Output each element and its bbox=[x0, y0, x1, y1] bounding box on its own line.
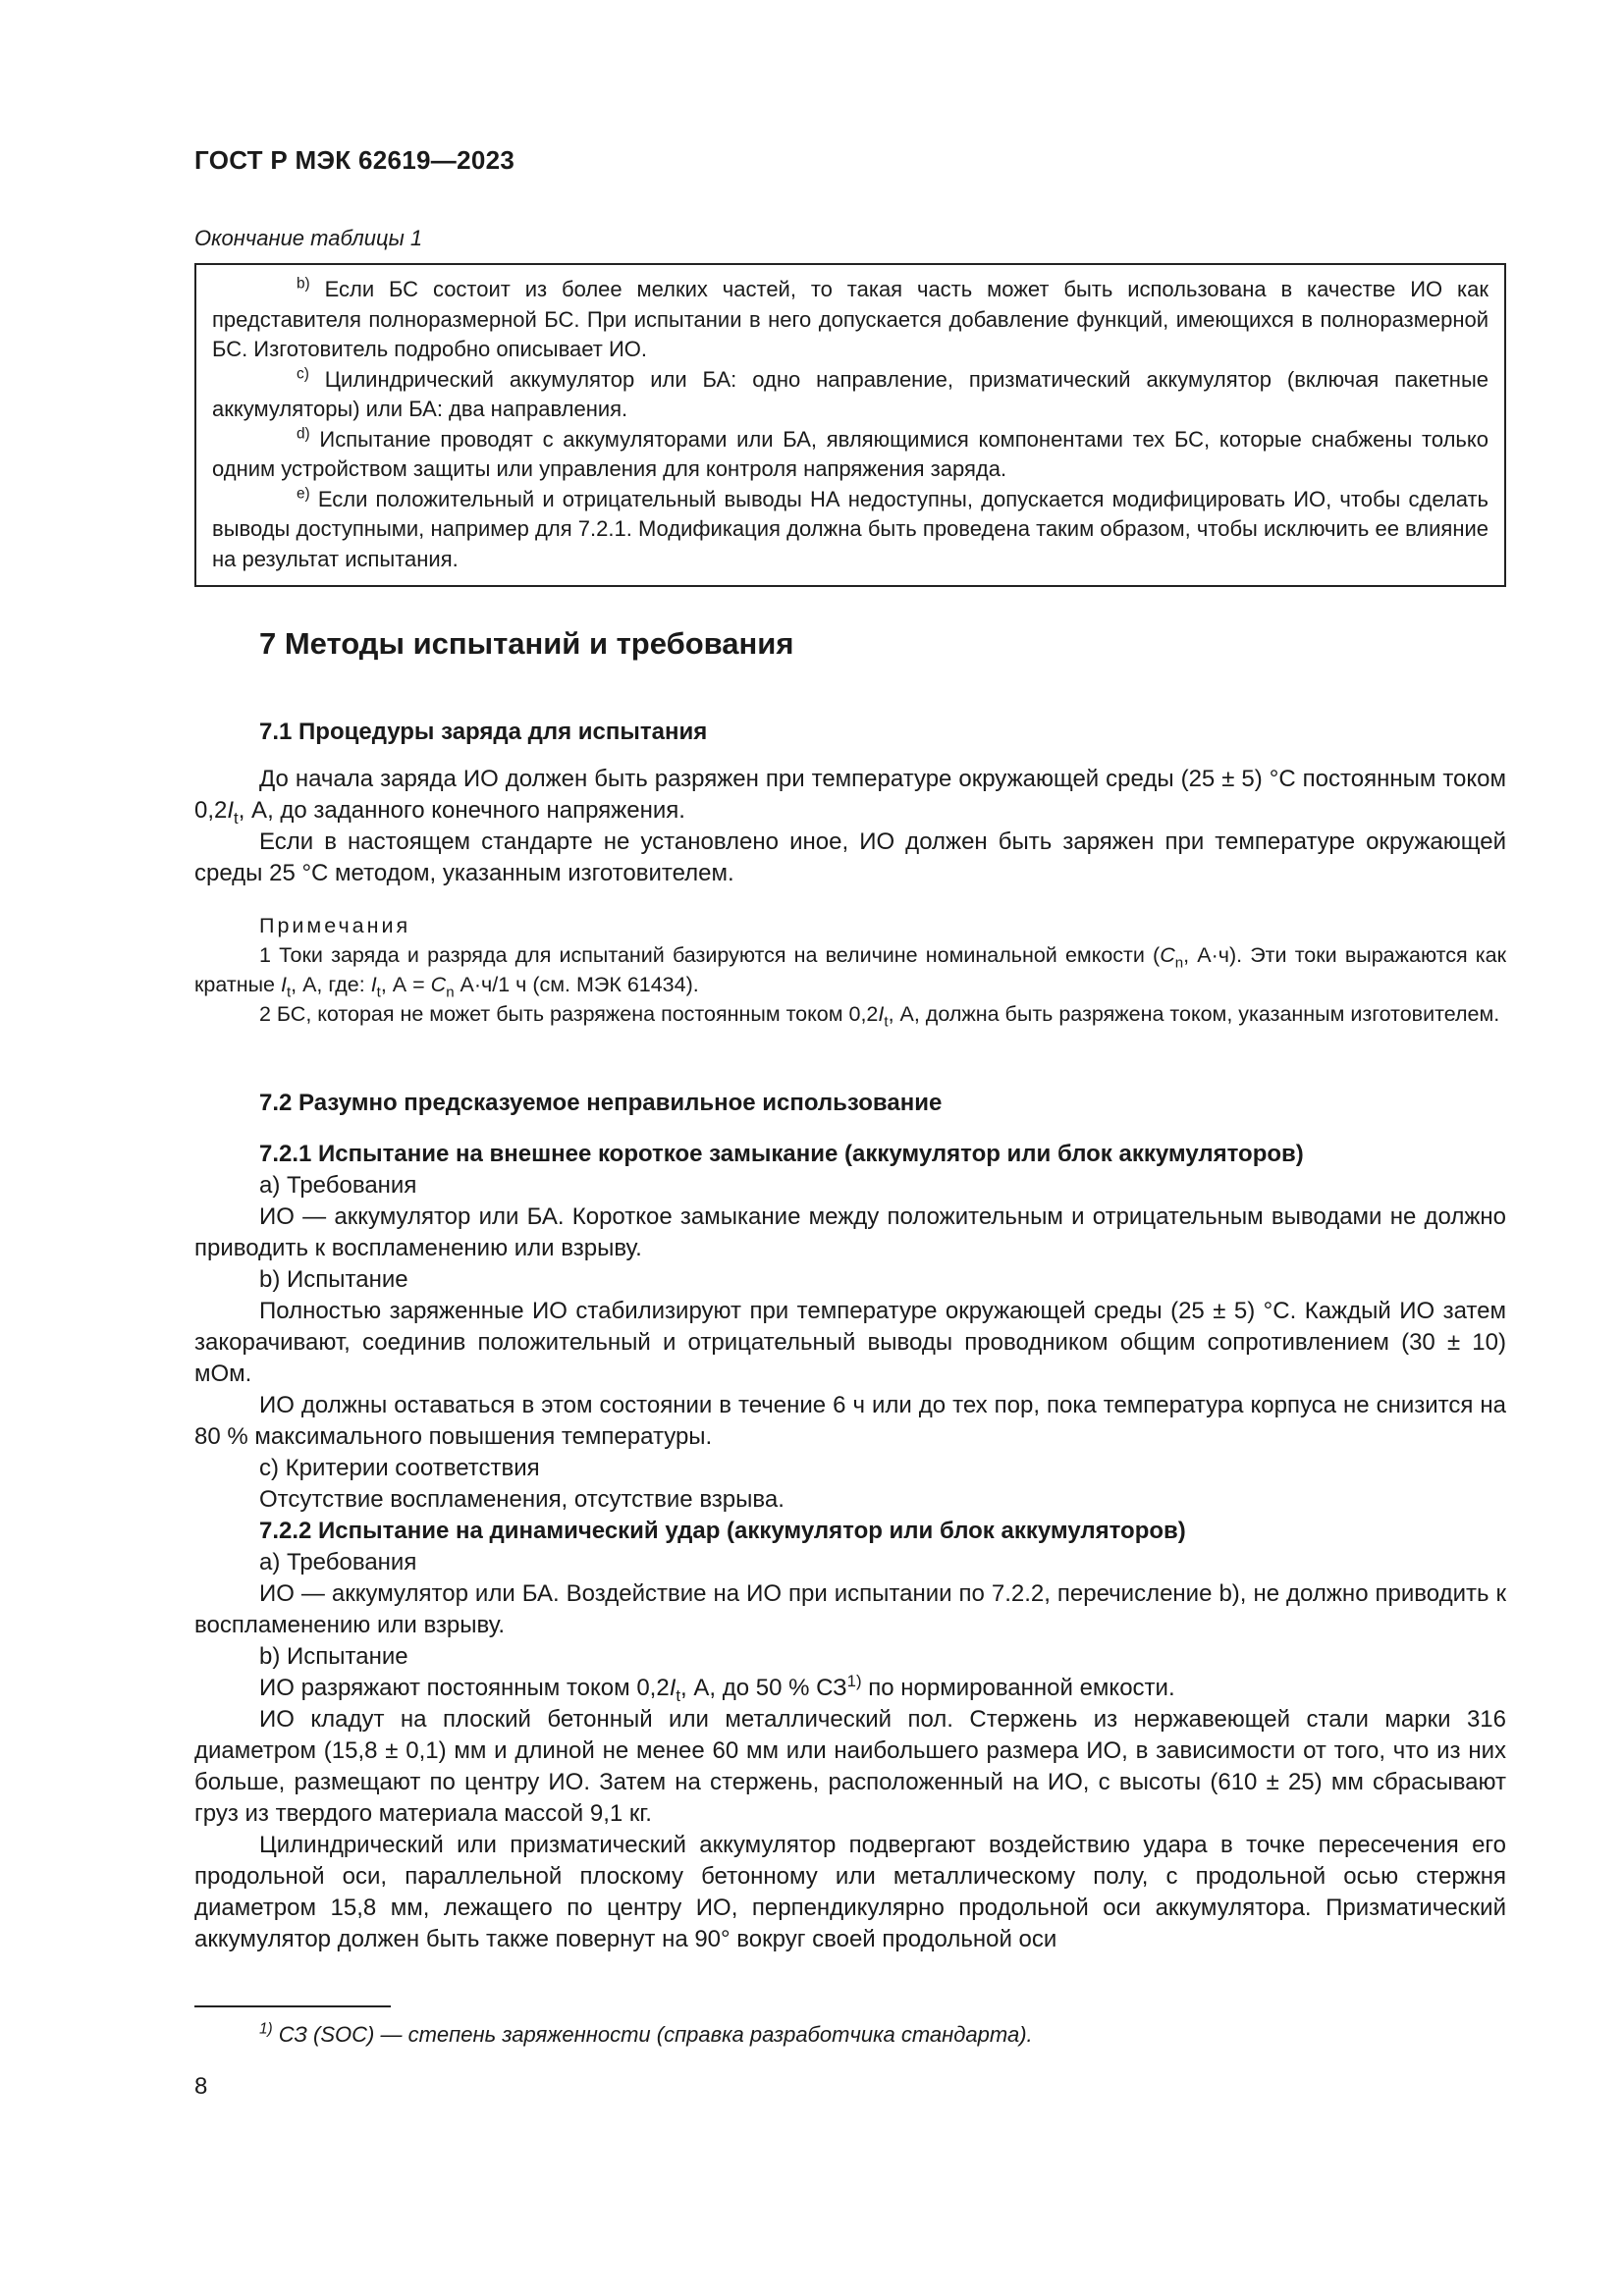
note-2: 2 БС, которая не может быть разряжена постоянным током $0,2I_t$, А, должна быть разряжена током, указанным изготовителем. bbox=[259, 1002, 1500, 1031]
page-number: 8 bbox=[194, 2073, 208, 2100]
footnote: $^{1)}$ СЗ (SOC) — степень заряженности (справка разработчика стандарта). bbox=[259, 2020, 1033, 2047]
paragraph: Если в настоящем стандарте не установлено иное, ИО должен быть заряжен при температуре окружающей среды 25 °С методом, указанным изготовителем. bbox=[194, 828, 1506, 886]
note-1: 1 Токи заряда и разряда для испытаний базируются на величине номинальной емкости ($C_n$, А·ч). Эти токи выражаются как кратные $I_t$, А, где: $I_t$, $А = C_n$ А·ч/1 ч (см. МЭК 61434). bbox=[194, 943, 1506, 1001]
paragraph: До начала заряда ИО должен быть разряжен при температуре окружающей среды (25 ± 5) °С постоянным током $0,2I_t$, А, до заданного конечного напряжения. bbox=[194, 766, 1506, 828]
section-7-1-body bbox=[194, 764, 1506, 889]
section-7-2-1-title: 7.2.1 Испытание на внешнее короткое замыкание (аккумулятор или блок аккумуляторов) bbox=[259, 1141, 1304, 1167]
table-note-c: $^{c)}$ Цилиндрический аккумулятор или БА: одно направление, призматический аккумулятор (включая пакетные аккумуляторы) или БА: два направления. bbox=[212, 365, 1489, 421]
section-7-title: 7 Методы испытаний и требования bbox=[259, 626, 794, 661]
section-7-1-title: 7.1 Процедуры заряда для испытания bbox=[259, 719, 708, 745]
paragraph: ИО должны оставаться в этом состоянии в течение 6 ч или до тех пор, пока температура корпуса не снизится на 80 % максимального повышения температуры. bbox=[194, 1392, 1506, 1450]
paragraph: ИО кладут на плоский бетонный или металлический пол. Стержень из нержавеющей стали марки 316 диаметром (15,8 ± 0,1) мм и длиной не менее 60 мм или наибольшего размера ИО, в зависимости от того, что из них больше, размещают по центру ИО. Затем на стержень, расположенный на ИО, с высоты (610 ± 25) мм сбрасывают груз из твердого материала массой 9,1 кг. bbox=[194, 1706, 1506, 1827]
table-note-e: $^{e)}$ Если положительный и отрицательный выводы НА недоступны, допускается модифицировать ИО, чтобы сделать выводы доступными, например для 7.2.1. Модификация должна быть проведена таким образом, чтобы исключить ее влияние на результат испытания. bbox=[212, 485, 1489, 571]
paragraph: ИО — аккумулятор или БА. Воздействие на ИО при испытании по 7.2.2, перечисление b), не должно приводить к воспламенению или взрыву. bbox=[194, 1580, 1506, 1638]
document-header: ГОСТ Р МЭК 62619—2023 bbox=[194, 145, 515, 175]
footnote-divider bbox=[194, 2005, 391, 2007]
paragraph: Полностью заряженные ИО стабилизируют при температуре окружающей среды (25 ± 5) °С. Каждый ИО затем закорачивают, соединив положительный и отрицательный выводы проводником общим сопротивлением (30 ± 10) мОм. bbox=[194, 1298, 1506, 1387]
paragraph: ИО — аккумулятор или БА. Короткое замыкание между положительным и отрицательным выводами не должно приводить к воспламенению или взрыву. bbox=[194, 1203, 1506, 1261]
notes-title: Примечания bbox=[259, 914, 411, 937]
paragraph: Отсутствие воспламенения, отсутствие взрыва. bbox=[259, 1486, 785, 1513]
section-7-2-body bbox=[194, 1139, 1506, 1955]
paragraph: b) Испытание bbox=[259, 1266, 408, 1293]
table-note-b: $^{b)}$ Если БС состоит из более мелких частей, то такая часть может быть использована в качестве ИО как представителя полноразмерной БС. При испытании в него допускается добавление функций, имеющихся в полноразмерной БС. Изготовитель подробно описывает ИО. bbox=[212, 275, 1489, 361]
table-note-d: $^{d)}$ Испытание проводят с аккумуляторами или БА, являющимися компонентами тех БС, которые снабжены только одним устройством защиты или управления для контроля напряжения заряда. bbox=[212, 425, 1489, 481]
table-caption: Окончание таблицы 1 bbox=[194, 226, 423, 250]
section-7-2-title: 7.2 Разумно предсказуемое неправильное использование bbox=[259, 1090, 943, 1116]
paragraph: ИО разряжают постоянным током $0,2I_t$, А, до 50 % СЗ$^{1)}$ по нормированной емкости. bbox=[259, 1672, 1175, 1705]
section-7-2-2-title: 7.2.2 Испытание на динамический удар (аккумулятор или блок аккумуляторов) bbox=[259, 1518, 1186, 1544]
paragraph: b) Испытание bbox=[259, 1643, 408, 1670]
section-7-1-notes bbox=[194, 911, 1506, 1029]
paragraph: a) Требования bbox=[259, 1549, 417, 1575]
paragraph: c) Критерии соответствия bbox=[259, 1455, 540, 1481]
paragraph: Цилиндрический или призматический аккумулятор подвергают воздействию удара в точке пересечения его продольной оси, параллельной плоскому бетонному или металлическому полу, с продольной осью стержня диаметром 15,8 мм, лежащего по центру ИО, перпендикулярно продольной оси аккумулятора. Призматический аккумулятор должен быть также повернут на 90° вокруг своей продольной оси bbox=[194, 1832, 1506, 1952]
paragraph: a) Требования bbox=[259, 1172, 417, 1199]
table-notes-box bbox=[194, 263, 1506, 587]
